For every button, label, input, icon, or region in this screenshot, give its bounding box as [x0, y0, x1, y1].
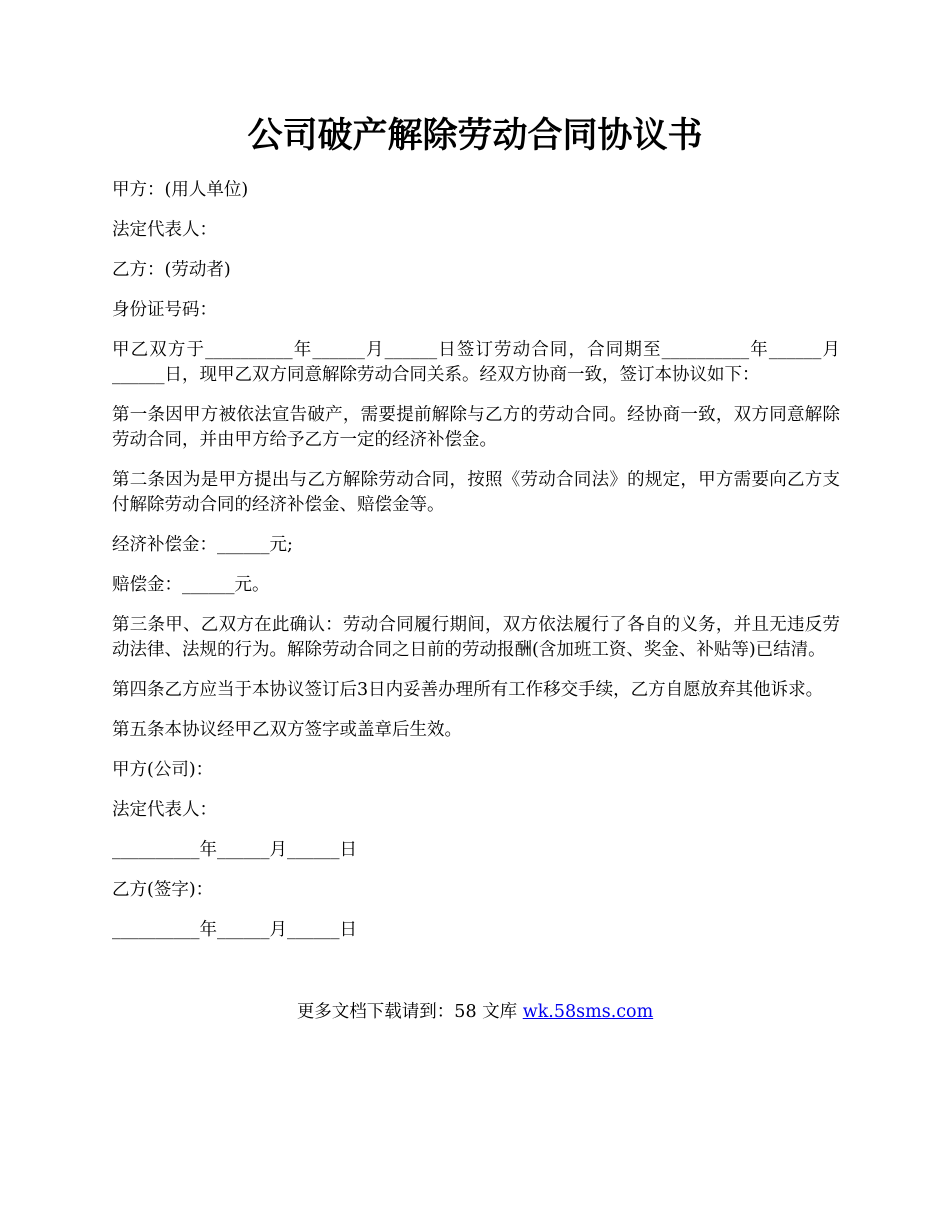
compensation-line: 经济补偿金：______元; — [112, 535, 293, 555]
article-3-paragraph: 第三条甲、乙双方在此确认：劳动合同履行期间，双方依法履行了各自的义务，并且无违反劳动法律、法规的行为。解除劳动合同之日前的劳动报酬(含加班工资、奖金、补贴等)已结清。 — [112, 615, 840, 660]
contract-intro-paragraph: 甲乙双方于__________年______月______日签订劳动合同，合同期至__________年______月______日，现甲乙双方同意解除劳动合同关系。经双方协商一致，签订本协议如下： — [112, 340, 840, 385]
party-a-representative-line: 法定代表人： — [112, 220, 217, 240]
party-a-signature-line: 甲方(公司)： — [112, 760, 214, 780]
article-5-paragraph: 第五条本协议经甲乙双方签字或盖章后生效。 — [112, 720, 462, 740]
party-a-date-line: __________年______月______日 — [112, 840, 357, 860]
download-footer — [0, 1000, 950, 1025]
party-a-representative-signature-line: 法定代表人： — [112, 800, 217, 820]
party-a-line: 甲方：(用人单位) — [112, 180, 249, 200]
party-b-signature-line: 乙方(签字)： — [112, 880, 214, 900]
id-number-line: 身份证号码： — [112, 300, 217, 320]
article-4-paragraph: 第四条乙方应当于本协议签订后3日内妥善办理所有工作移交手续，乙方自愿放弃其他诉求。 — [112, 680, 824, 700]
footer-text: 更多文档下载请到：58 文库 — [296, 1002, 523, 1022]
party-b-line: 乙方：(劳动者) — [112, 260, 231, 280]
damages-line: 赔偿金：______元。 — [112, 575, 270, 595]
article-1-paragraph: 第一条因甲方被依法宣告破产，需要提前解除与乙方的劳动合同。经协商一致，双方同意解除劳动合同，并由甲方给予乙方一定的经济补偿金。 — [112, 405, 840, 450]
document-body — [112, 178, 840, 958]
article-2-paragraph: 第二条因为是甲方提出与乙方解除劳动合同，按照《劳动合同法》的规定，甲方需要向乙方支付解除劳动合同的经济补偿金、赔偿金等。 — [112, 470, 840, 515]
footer-link[interactable]: wk.58sms.com — [522, 1002, 654, 1022]
document-title: 公司破产解除劳动合同协议书 — [247, 115, 703, 156]
party-b-date-line: __________年______月______日 — [112, 920, 357, 940]
